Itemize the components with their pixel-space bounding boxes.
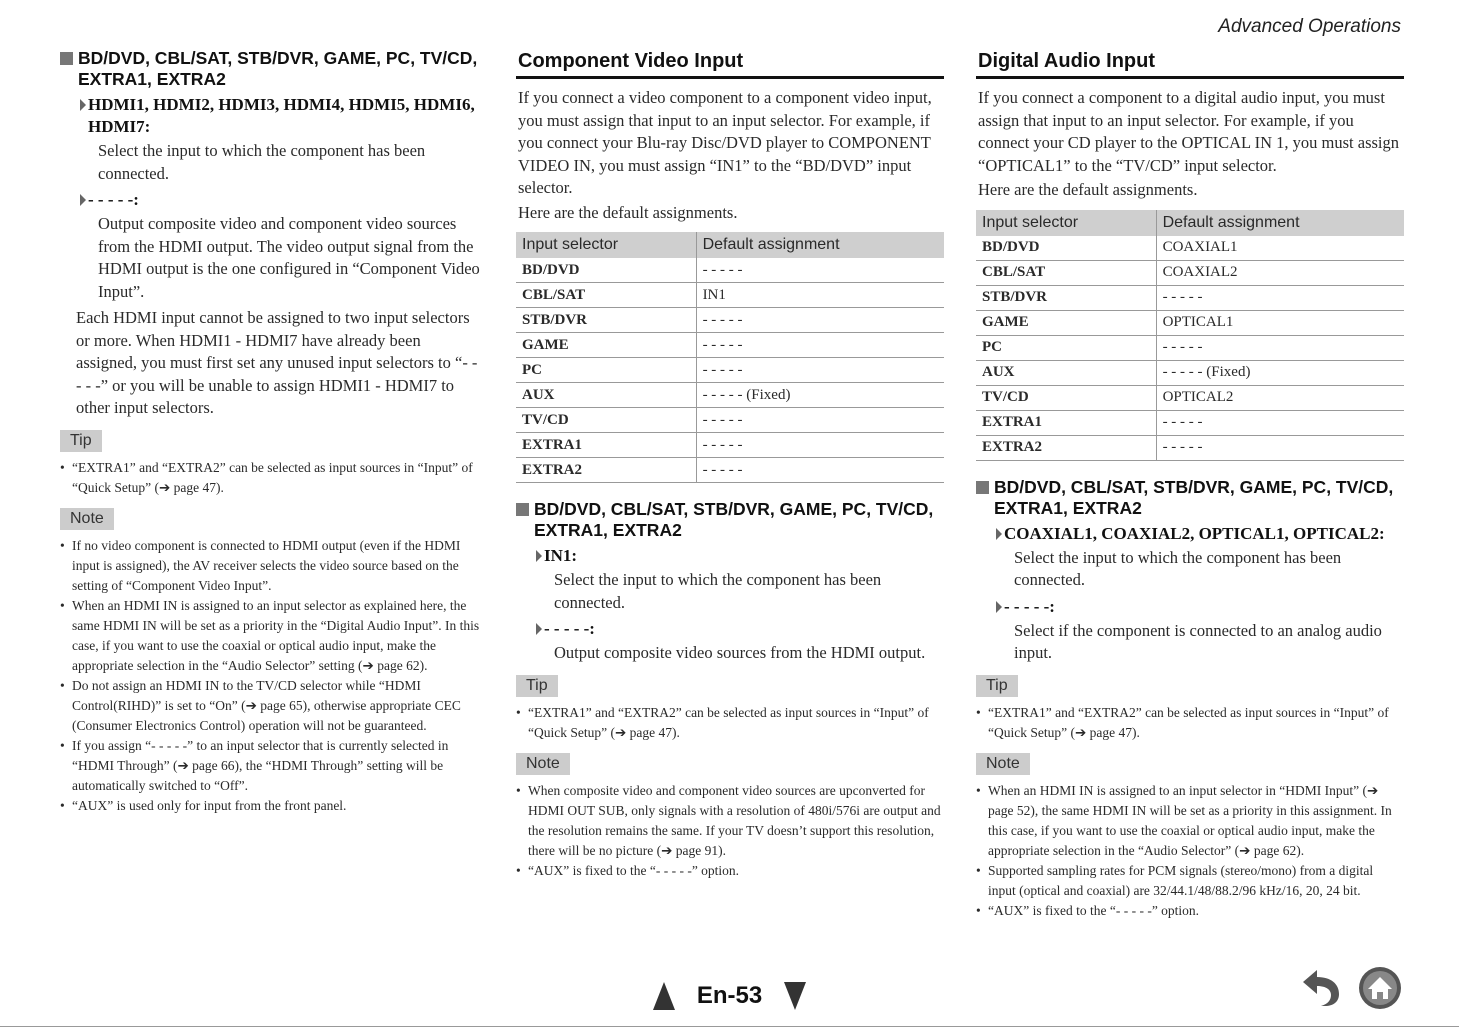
table-cell: EXTRA2 xyxy=(516,458,696,483)
column-digital-audio xyxy=(976,48,1404,921)
square-bullet-icon xyxy=(976,481,989,494)
table-row xyxy=(516,283,944,308)
prev-page-icon[interactable] xyxy=(653,982,675,1010)
note-list xyxy=(516,781,944,881)
defaults-text: Here are the default assignments. xyxy=(978,180,1198,199)
table-row xyxy=(516,333,944,358)
option-label-text: - - - - -: xyxy=(1004,596,1055,616)
tip-list xyxy=(516,703,944,743)
column-header: Input selector xyxy=(976,210,1156,236)
triangle-bullet-icon xyxy=(996,528,1002,540)
heading-text: BD/DVD, CBL/SAT, STB/DVR, GAME, PC, TV/CD, EXTRA1, EXTRA2 xyxy=(994,476,1394,518)
table-row xyxy=(976,285,1404,310)
section-title: Component Video Input xyxy=(516,48,944,79)
table-cell: CBL/SAT xyxy=(976,260,1156,285)
table-cell: EXTRA1 xyxy=(976,410,1156,435)
option-label xyxy=(536,618,944,640)
defaults-text: Here are the default assignments. xyxy=(518,202,738,222)
intro-paragraph: If you connect a video component to a component video input, you must assign that input to an input selector. For example, if you connect your Blu-ray Disc/DVD player to COMPONENT VIDEO IN, you must assign “IN1” to the “BD/DVD” input selector. xyxy=(518,88,932,197)
table-cell: OPTICAL2 xyxy=(1156,385,1404,410)
table-cell: - - - - - xyxy=(1156,285,1404,310)
nav-icons xyxy=(1297,965,1403,1011)
list-item: • When an HDMI IN is assigned to an input selector in “HDMI Input” (➔ page 52), the same HDMI IN will be set as a priority in this assignment. In this case, if you want to use the coaxial or optical audio input, make the appropriate selection in the “Audio Selector” (➔ page 62). xyxy=(976,781,1404,861)
tip-badge: Tip xyxy=(516,675,558,697)
section-heading xyxy=(516,499,944,541)
triangle-bullet-icon xyxy=(536,550,542,562)
table-row xyxy=(976,385,1404,410)
option-label-text: COAXIAL1, COAXIAL2, OPTICAL1, OPTICAL2: xyxy=(1004,523,1385,543)
table-row xyxy=(976,410,1404,435)
square-bullet-icon xyxy=(516,503,529,516)
bottom-divider xyxy=(0,1026,1459,1027)
table-row xyxy=(976,260,1404,285)
option-description: Select if the component is connected to an analog audio input. xyxy=(1014,620,1382,662)
option-label-text: HDMI1, HDMI2, HDMI3, HDMI4, HDMI5, HDMI6, HDMI7: xyxy=(88,95,475,136)
home-icon[interactable] xyxy=(1357,965,1403,1011)
table-cell: - - - - - xyxy=(696,308,944,333)
option-description: Output composite video and component video sources from the HDMI output. The video output signal from the HDMI output is the one configured in “Component Video Input”. xyxy=(98,214,480,301)
table-cell: - - - - - (Fixed) xyxy=(696,383,944,408)
table-cell: PC xyxy=(516,358,696,383)
assignment-table xyxy=(516,232,944,483)
table-cell: AUX xyxy=(516,383,696,408)
table-cell: EXTRA2 xyxy=(976,435,1156,460)
table-row xyxy=(516,383,944,408)
option-label xyxy=(536,545,944,567)
column-header: Default assignment xyxy=(1156,210,1404,236)
note-badge: Note xyxy=(516,753,570,775)
option-label-text: - - - - -: xyxy=(88,190,139,209)
table-row xyxy=(976,435,1404,460)
list-item: • If no video component is connected to HDMI output (even if the HDMI input is assigned), the AV receiver selects the video source based on the setting of “Component Video Input”. xyxy=(60,536,480,596)
column-header: Input selector xyxy=(516,232,696,258)
table-cell: - - - - - (Fixed) xyxy=(1156,360,1404,385)
table-cell: - - - - - xyxy=(1156,335,1404,360)
list-item: • “EXTRA1” and “EXTRA2” can be selected as input sources in “Input” of “Quick Setup” (➔ page 47). xyxy=(60,458,480,498)
list-item: • Do not assign an HDMI IN to the TV/CD selector while “HDMI Control(RIHD)” is set to “On” (➔ page 65), otherwise appropriate CEC (Consumer Electronics Control) operation will not be guaranteed. xyxy=(60,676,480,736)
table-cell: COAXIAL2 xyxy=(1156,260,1404,285)
table-cell: - - - - - xyxy=(696,458,944,483)
table-row xyxy=(976,360,1404,385)
option-description: Output composite video sources from the HDMI output. xyxy=(554,643,926,662)
column-hdmi-input xyxy=(60,48,480,816)
list-item: • “EXTRA1” and “EXTRA2” can be selected as input sources in “Input” of “Quick Setup” (➔ page 47). xyxy=(976,703,1404,743)
list-item: • “AUX” is fixed to the “- - - - -” option. xyxy=(516,861,944,881)
table-cell: STB/DVR xyxy=(976,285,1156,310)
tip-badge: Tip xyxy=(60,430,102,452)
option-label-text: IN1: xyxy=(544,546,578,565)
triangle-bullet-icon xyxy=(996,601,1002,613)
section-title: Digital Audio Input xyxy=(976,48,1404,79)
table-cell: GAME xyxy=(516,333,696,358)
table-cell: EXTRA1 xyxy=(516,433,696,458)
option-description: Select the input to which the component has been connected. xyxy=(1014,547,1342,589)
heading-text: BD/DVD, CBL/SAT, STB/DVR, GAME, PC, TV/CD, EXTRA1, EXTRA2 xyxy=(78,48,478,89)
table-row xyxy=(516,358,944,383)
table-row xyxy=(516,458,944,483)
section-heading xyxy=(976,477,1404,519)
option-label xyxy=(996,596,1404,618)
table-row xyxy=(976,335,1404,360)
table-cell: COAXIAL1 xyxy=(1156,236,1404,261)
option-label-text: - - - - -: xyxy=(544,619,595,638)
table-cell: GAME xyxy=(976,310,1156,335)
list-item: • “EXTRA1” and “EXTRA2” can be selected as input sources in “Input” of “Quick Setup” (➔ page 47). xyxy=(516,703,944,743)
table-row xyxy=(976,310,1404,335)
table-cell: - - - - - xyxy=(1156,435,1404,460)
table-cell: OPTICAL1 xyxy=(1156,310,1404,335)
note-list xyxy=(60,536,480,816)
next-page-icon[interactable] xyxy=(784,982,806,1010)
table-cell: BD/DVD xyxy=(976,236,1156,261)
triangle-bullet-icon xyxy=(536,623,542,635)
page-number: En-53 xyxy=(696,982,763,1009)
section-header: Advanced Operations xyxy=(1218,16,1401,37)
option-label xyxy=(80,189,480,211)
note-badge: Note xyxy=(60,508,114,530)
column-component-video xyxy=(516,48,944,881)
assignment-table xyxy=(976,210,1404,461)
list-item: • “AUX” is used only for input from the front panel. xyxy=(60,796,480,816)
table-cell: IN1 xyxy=(696,283,944,308)
tip-list xyxy=(60,458,480,498)
table-cell: TV/CD xyxy=(516,408,696,433)
option-description: Select the input to which the component has been connected. xyxy=(554,570,882,612)
table-cell: - - - - - xyxy=(696,258,944,283)
table-cell: TV/CD xyxy=(976,385,1156,410)
table-cell: STB/DVR xyxy=(516,308,696,333)
option-label xyxy=(996,523,1404,545)
list-item: • Supported sampling rates for PCM signals (stereo/mono) from a digital input (optical and coaxial) are 32/44.1/48/88.2/96 kHz/16, 20, 24 bit. xyxy=(976,861,1404,901)
list-item: • If you assign “- - - - -” to an input selector that is currently selected in “HDMI Through” (➔ page 66), the “HDMI Through” setting will be automatically switched to “Off”. xyxy=(60,736,480,796)
table-cell: - - - - - xyxy=(696,358,944,383)
option-description: Select the input to which the component has been connected. xyxy=(98,141,426,183)
table-cell: - - - - - xyxy=(696,433,944,458)
intro-paragraph: If you connect a component to a digital audio input, you must assign that input to an input selector. For example, if you connect your CD player to the OPTICAL IN 1, you must assign “OPTICAL1” to the “TV/CD” input selector. xyxy=(978,88,1399,175)
table-cell: - - - - - xyxy=(696,333,944,358)
table-cell: BD/DVD xyxy=(516,258,696,283)
table-cell: - - - - - xyxy=(696,408,944,433)
table-row xyxy=(516,258,944,283)
tip-list xyxy=(976,703,1404,743)
heading-text: BD/DVD, CBL/SAT, STB/DVR, GAME, PC, TV/CD, EXTRA1, EXTRA2 xyxy=(534,499,934,540)
option-label xyxy=(80,94,480,138)
section-heading xyxy=(60,48,480,90)
triangle-bullet-icon xyxy=(80,194,86,206)
column-header: Default assignment xyxy=(696,232,944,258)
tip-badge: Tip xyxy=(976,675,1018,697)
back-arrow-icon[interactable] xyxy=(1297,968,1343,1008)
body-paragraph: Each HDMI input cannot be assigned to two input selectors or more. When HDMI1 - HDMI7 have already been assigned, you must first set any unused input selectors to “- - - - -” or you will be unable to assign HDMI1 - HDMI7 to other input selectors. xyxy=(76,308,478,417)
table-cell: AUX xyxy=(976,360,1156,385)
square-bullet-icon xyxy=(60,52,73,65)
note-badge: Note xyxy=(976,753,1030,775)
table-row xyxy=(516,433,944,458)
table-row xyxy=(976,236,1404,261)
table-row xyxy=(516,308,944,333)
note-list xyxy=(976,781,1404,921)
page-footer xyxy=(0,982,1459,1015)
triangle-bullet-icon xyxy=(80,99,86,111)
list-item: • When an HDMI IN is assigned to an input selector as explained here, the same HDMI IN will be set as a priority in the “Digital Audio Input”. In this case, if you want to use the coaxial or optical audio input, make the appropriate selection in the “Audio Selector” setting (➔ page 62). xyxy=(60,596,480,676)
table-cell: - - - - - xyxy=(1156,410,1404,435)
list-item: • “AUX” is fixed to the “- - - - -” option. xyxy=(976,901,1404,921)
table-row xyxy=(516,408,944,433)
table-cell: CBL/SAT xyxy=(516,283,696,308)
list-item: • When composite video and component video sources are upconverted for HDMI OUT SUB, only signals with a resolution of 480i/576i are output and the resolution remains the same. If your TV doesn’t support this resolution, there will be no picture (➔ page 91). xyxy=(516,781,944,861)
table-cell: PC xyxy=(976,335,1156,360)
